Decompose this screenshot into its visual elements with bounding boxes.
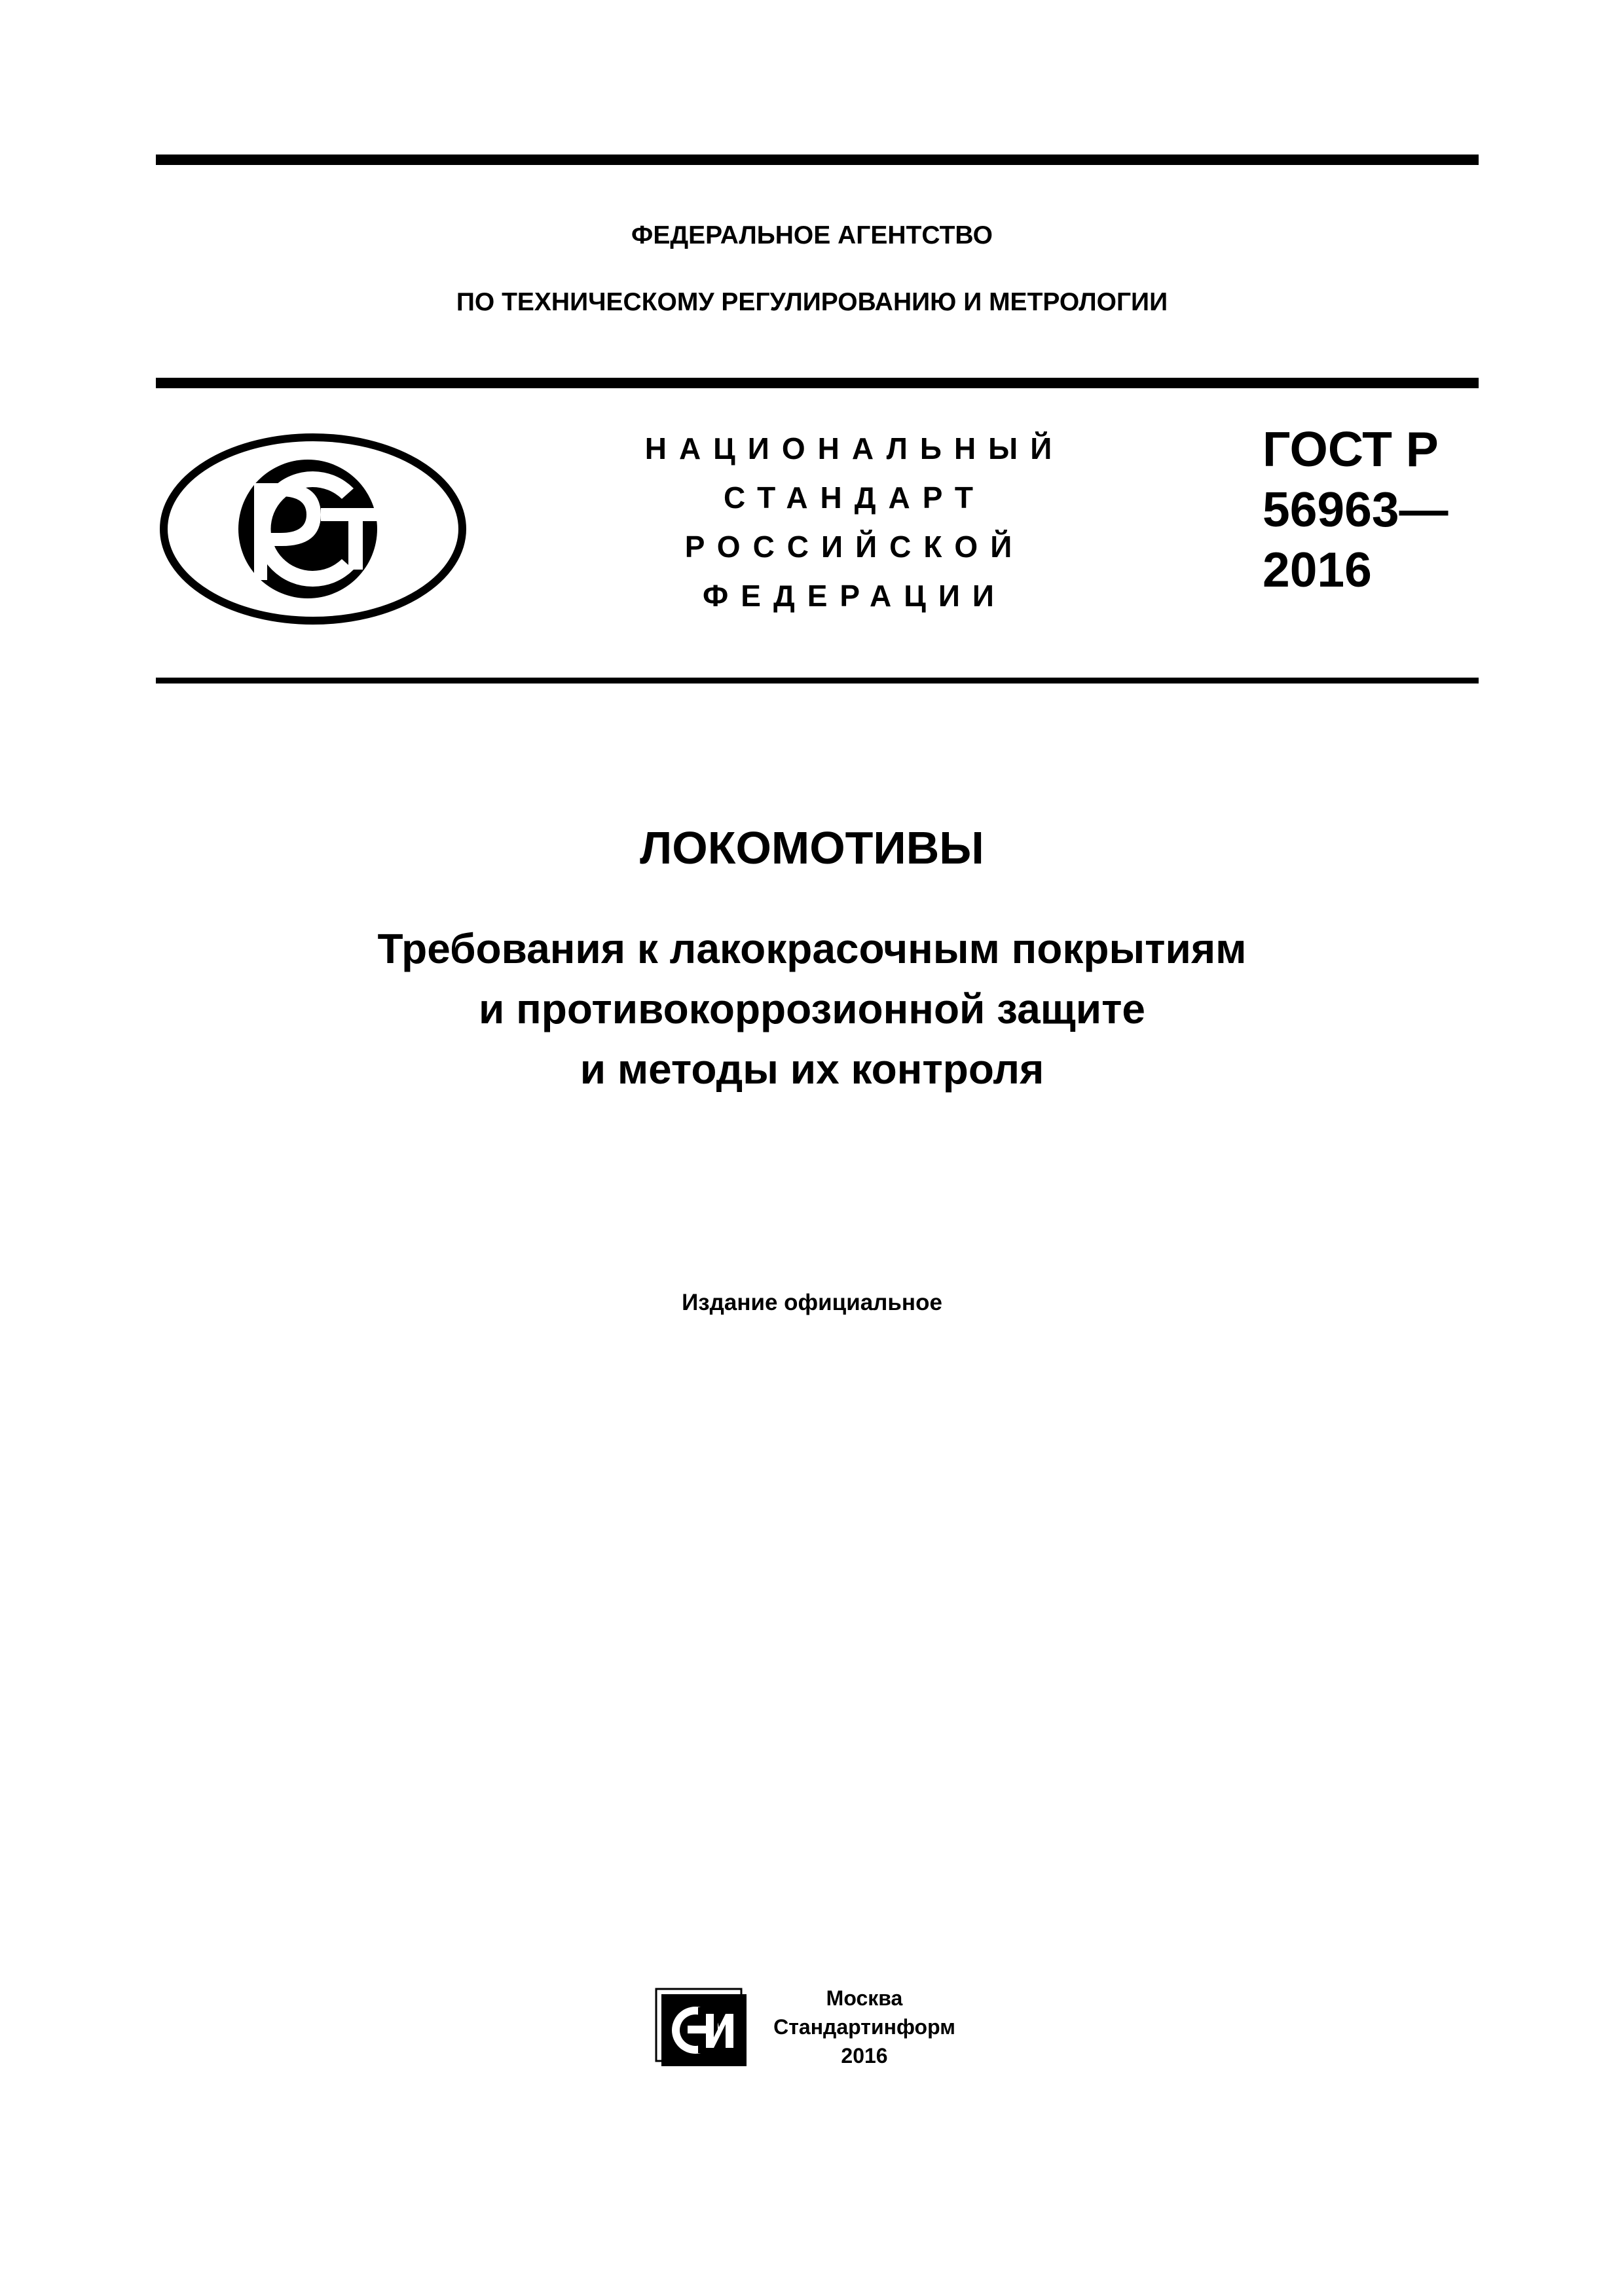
- imprint-year: 2016: [841, 2044, 888, 2068]
- top-divider: [156, 155, 1479, 165]
- imprint-publisher: Стандартинформ: [773, 2015, 955, 2039]
- rst-emblem-icon: [157, 431, 469, 627]
- national-line: РОССИЙСКОЙ: [684, 530, 1025, 564]
- agency-name-line-2: ПО ТЕХНИЧЕСКОМУ РЕГУЛИРОВАНИЮ И МЕТРОЛОГИИ: [456, 288, 1168, 316]
- national-line: СТАНДАРТ: [724, 481, 986, 515]
- designation-line: 56963—: [1263, 482, 1449, 537]
- subtitle-line: и методы их контроля: [580, 1046, 1044, 1093]
- subtitle-line: и противокоррозионной защите: [479, 985, 1145, 1032]
- national-line: НАЦИОНАЛЬНЫЙ: [644, 431, 1065, 465]
- designation-line: ГОСТ Р: [1263, 422, 1439, 477]
- imprint-city: Москва: [826, 1986, 903, 2010]
- edition-label: Издание официальное: [682, 1290, 942, 1315]
- designation-line: 2016: [1263, 542, 1372, 597]
- imprint: [766, 1984, 963, 2070]
- standard-designation: [1263, 419, 1449, 600]
- national-standard-label: [619, 424, 1090, 621]
- document-subtitle: [0, 919, 1624, 1099]
- national-line: ФЕДЕРАЦИИ: [703, 579, 1006, 613]
- header-divider: [156, 378, 1479, 388]
- standard-block-divider: [156, 678, 1479, 683]
- standartinform-emblem-icon: [655, 1988, 753, 2073]
- subtitle-line: Требования к лакокрасочным покрытиям: [377, 925, 1247, 972]
- agency-name-line-1: ФЕДЕРАЛЬНОЕ АГЕНТСТВО: [631, 221, 993, 249]
- document-title: ЛОКОМОТИВЫ: [640, 822, 984, 873]
